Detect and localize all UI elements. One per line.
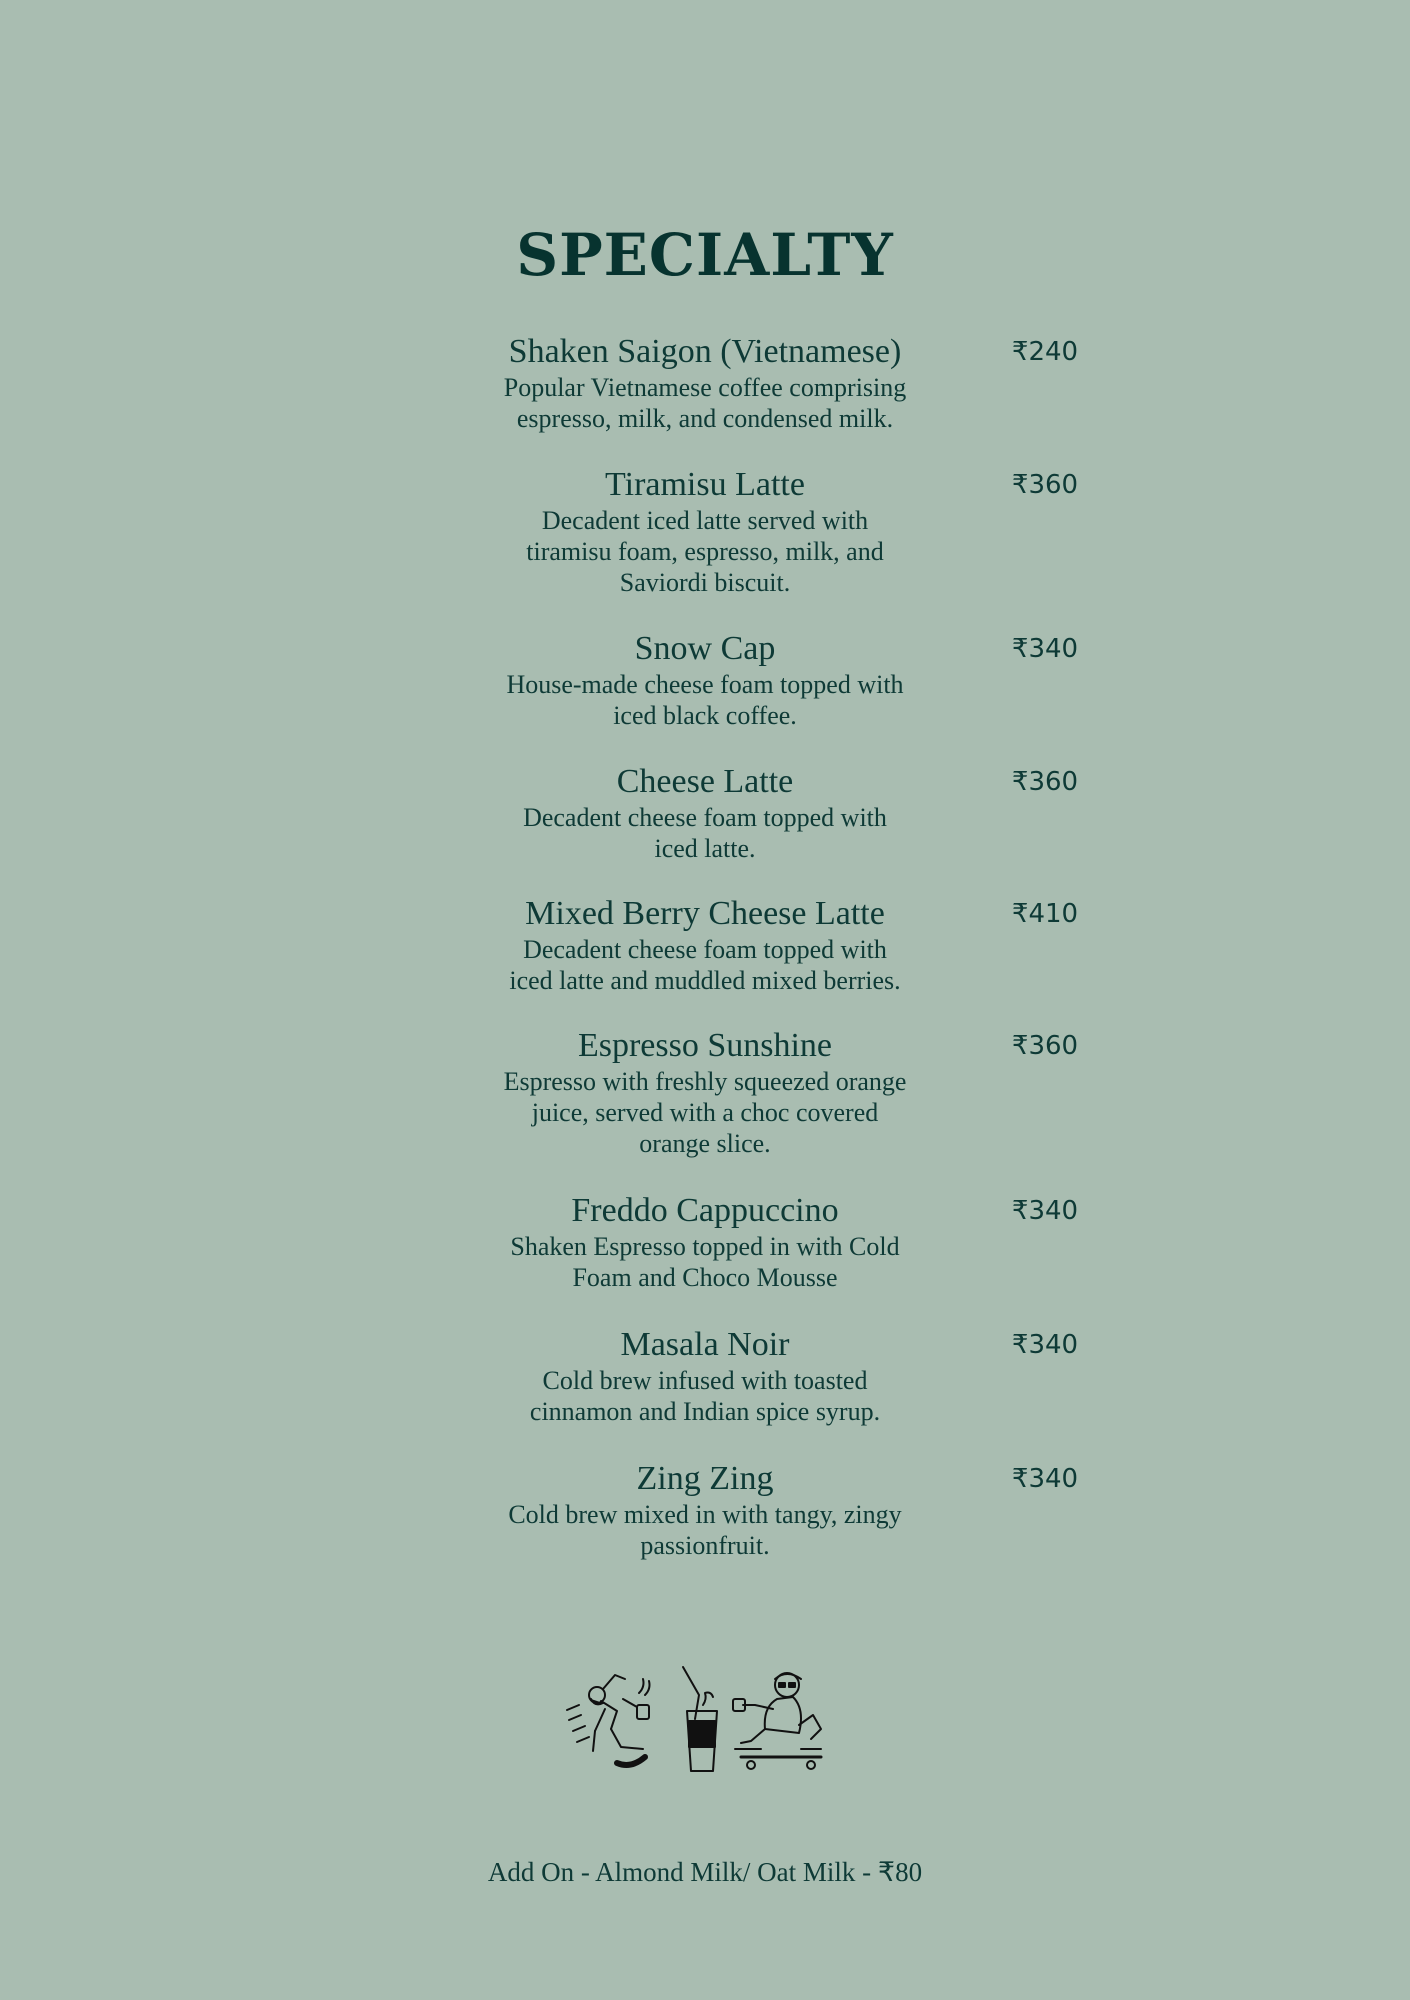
item-name: Shaken Saigon (Vietnamese) [508,333,902,370]
item-price: ₹240 [1011,337,1079,367]
item-name: Zing Zing [636,1460,774,1497]
item-description-line: juice, served with a choc covered [531,1098,879,1127]
item-name: Tiramisu Latte [605,466,805,503]
item-description-line: tiramisu foam, espresso, milk, and [526,537,884,566]
item-description-line: House-made cheese foam topped with [506,670,904,699]
item-description-line: iced latte and muddled mixed berries. [509,966,901,995]
item-name: Freddo Cappuccino [571,1192,839,1229]
item-name: Masala Noir [620,1326,790,1363]
item-price: ₹340 [1011,634,1079,664]
seated-skater-with-coffee-icon [733,1673,821,1769]
item-description-line: passionfruit. [640,1531,770,1560]
item-description-line: espresso, milk, and condensed milk. [516,404,894,433]
skateboarder-with-coffee-icon [567,1675,650,1765]
item-description-line: Foam and Choco Mousse [572,1263,838,1292]
item-price: ₹360 [1011,1031,1079,1061]
item-description-line: Saviordi biscuit. [619,568,791,597]
item-description-line: Espresso with freshly squeezed orange [503,1067,907,1096]
item-description-line: orange slice. [639,1129,771,1158]
item-price: ₹340 [1011,1196,1079,1226]
item-description-line: Decadent iced latte served with [541,506,869,535]
item-name: Snow Cap [634,630,776,667]
coffee-cup-icon [683,1667,717,1771]
item-description-line: iced black coffee. [613,701,797,730]
add-on-note: Add On - Almond Milk/ Oat Milk - ₹80 [487,1857,923,1887]
item-description-line: Cold brew infused with toasted [542,1366,868,1395]
item-price: ₹340 [1011,1464,1079,1494]
item-description-line: cinnamon and Indian spice syrup. [529,1397,881,1426]
item-name: Mixed Berry Cheese Latte [525,895,885,932]
item-description-line: Shaken Espresso topped in with Cold [510,1232,900,1261]
item-description-line: iced latte. [654,834,756,863]
item-price: ₹340 [1011,1330,1079,1360]
item-price: ₹410 [1011,899,1079,929]
item-description-line: Decadent cheese foam topped with [523,935,887,964]
item-description-line: Decadent cheese foam topped with [523,803,887,832]
item-name: Cheese Latte [616,763,794,800]
coffee-illustration [565,1665,845,1775]
item-description-line: Cold brew mixed in with tangy, zingy [508,1500,902,1529]
item-description-line: Popular Vietnamese coffee comprising [503,373,907,402]
item-price: ₹360 [1011,470,1079,500]
item-price: ₹360 [1011,767,1079,797]
item-name: Espresso Sunshine [577,1027,833,1064]
menu-title: SPECIALTY [516,221,894,289]
